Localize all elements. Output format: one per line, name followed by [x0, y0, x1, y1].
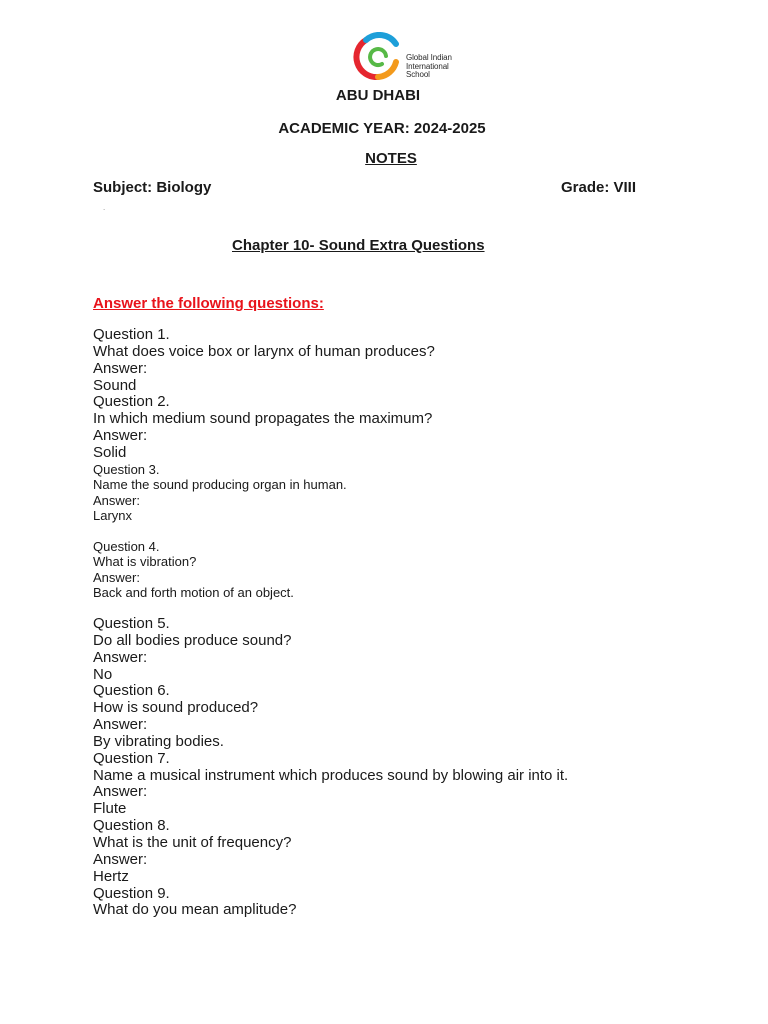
question-label: Question 6.: [93, 682, 170, 700]
answer-text: Larynx: [93, 508, 133, 524]
logo-line: Global Indian: [406, 53, 452, 62]
logo-line: International: [406, 61, 449, 71]
answer-label: Answer:: [93, 492, 140, 508]
qa-block: [93, 539, 294, 601]
answer-text: Back and forth motion of an object.: [93, 585, 294, 601]
question-label: Question 9.: [93, 884, 170, 902]
instruction-heading: Answer the following questions:: [93, 295, 324, 312]
answer-text: Hertz: [93, 867, 129, 885]
city-heading: ABU DHABI: [335, 87, 421, 104]
question-text: What does voice box or larynx of human produces?: [93, 342, 435, 360]
qa-block: [93, 327, 435, 462]
notes-heading: NOTES: [365, 150, 417, 167]
question-label: Question 7.: [93, 749, 170, 767]
question-label: Question 3.: [93, 462, 160, 477]
question-label: Question 8.: [93, 817, 170, 835]
question-label: Question 4.: [93, 539, 160, 554]
answer-text: No: [93, 665, 113, 683]
question-text: Do all bodies produce sound?: [93, 631, 292, 649]
qa-block: [93, 462, 347, 524]
question-text: What do you mean amplitude?: [93, 901, 297, 919]
question-text: What is vibration?: [93, 554, 197, 570]
chapter-title: Chapter 10- Sound Extra Questions: [232, 237, 485, 254]
logo-swirl-icon: [352, 32, 404, 80]
answer-text: Solid: [93, 443, 127, 461]
answer-text: Flute: [93, 800, 127, 818]
question-text: How is sound produced?: [93, 699, 259, 717]
logo-line: School: [406, 70, 430, 79]
answer-label: Answer:: [93, 850, 148, 868]
answer-text: Sound: [93, 376, 137, 394]
qa-block: [93, 616, 568, 919]
subject-label: Subject: Biology: [93, 179, 212, 196]
question-label: Question 2.: [93, 393, 170, 411]
answer-label: Answer:: [93, 427, 148, 445]
question-label: Question 1.: [93, 326, 170, 343]
question-text: Name a musical instrument which produces sound by blowing air into it.: [93, 766, 569, 784]
school-logo: [352, 32, 462, 80]
academic-year: ACADEMIC YEAR: 2024-2025: [278, 120, 486, 137]
logo-wordmark: [406, 54, 452, 80]
answer-label: Answer:: [93, 716, 148, 734]
question-label: Question 5.: [93, 615, 170, 632]
answer-label: Answer:: [93, 648, 148, 666]
grade-label: Grade: VIII: [561, 179, 637, 196]
answer-text: By vibrating bodies.: [93, 732, 224, 750]
question-text: Name the sound producing organ in human.: [93, 477, 347, 493]
stray-dot: .: [103, 203, 106, 212]
question-text: What is the unit of frequency?: [93, 833, 292, 851]
answer-label: Answer:: [93, 783, 148, 801]
question-text: In which medium sound propagates the maximum?: [93, 410, 433, 428]
answer-label: Answer:: [93, 569, 140, 585]
answer-label: Answer:: [93, 359, 148, 377]
